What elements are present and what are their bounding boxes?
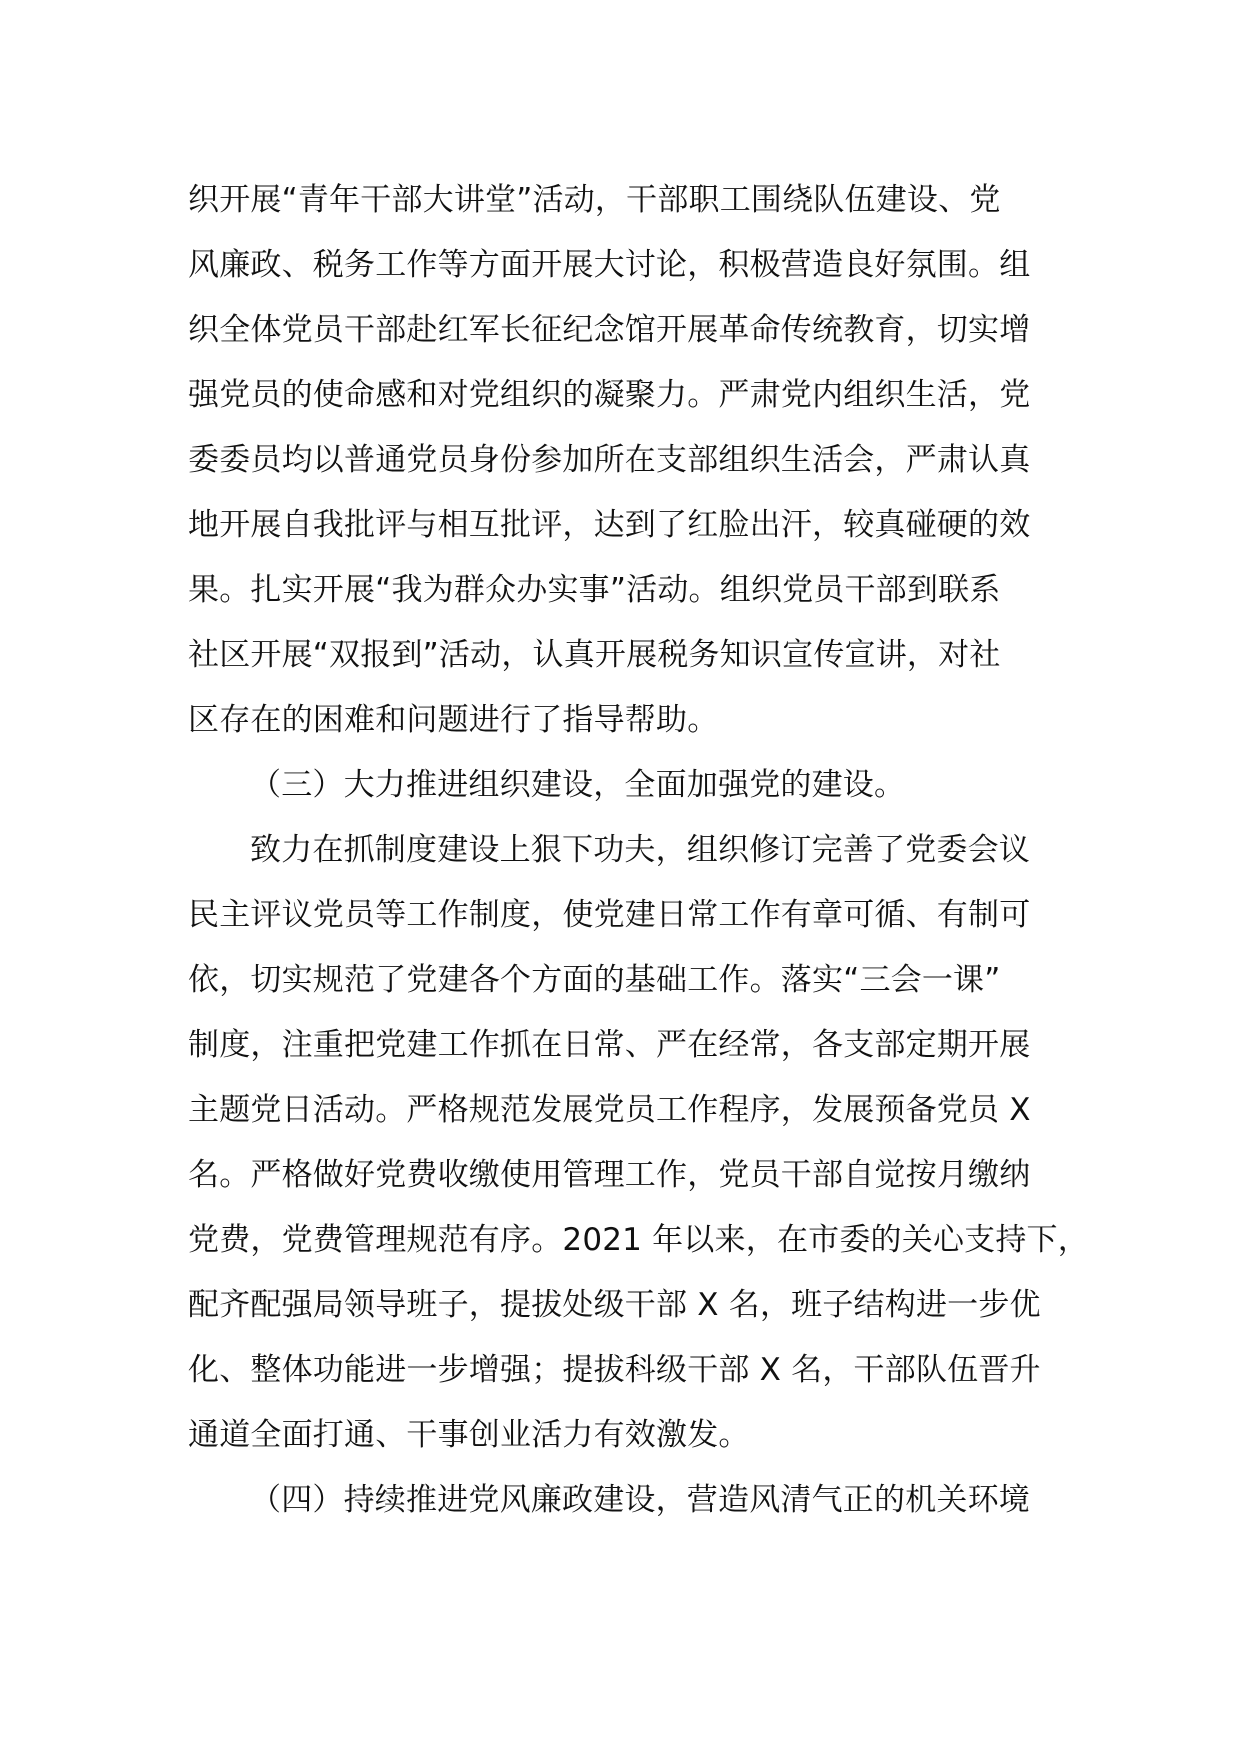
body-line: 依，切实规范了党建各个方面的基础工作。落实“三会一课”: [188, 962, 1001, 998]
paragraph-start: 致力在抓制度建设上狠下功夫，组织修订完善了党委会议: [250, 832, 1030, 868]
body-line: 织开展“青年干部大讲堂”活动，干部职工围绕队伍建设、党: [188, 182, 1001, 218]
body-line: 主题党日活动。严格规范发展党员工作程序，发展预备党员 X: [188, 1092, 1031, 1128]
body-line: 强党员的使命感和对党组织的凝聚力。严肃党内组织生活，党: [188, 377, 1031, 413]
section-heading-3: （三）大力推进组织建设，全面加强党的建设。: [250, 767, 906, 803]
body-line: 织全体党员干部赴红军长征纪念馆开展革命传统教育，切实增: [188, 312, 1031, 348]
section-heading-4: （四）持续推进党风廉政建设，营造风清气正的机关环境: [250, 1482, 1030, 1518]
body-line: 区存在的困难和问题进行了指导帮助。: [188, 702, 719, 738]
body-line: 委委员均以普通党员身份参加所在支部组织生活会，严肃认真: [188, 442, 1031, 478]
body-line: 果。扎实开展“我为群众办实事”活动。组织党员干部到联系: [188, 572, 1001, 608]
body-line: 配齐配强局领导班子，提拔处级干部 X 名，班子结构进一步优: [188, 1287, 1041, 1323]
body-line: 党费，党费管理规范有序。2021 年以来，在市委的关心支持下，: [188, 1222, 1089, 1258]
body-line: 风廉政、税务工作等方面开展大讨论，积极营造良好氛围。组: [188, 247, 1031, 283]
body-line: 制度，注重把党建工作抓在日常、严在经常，各支部定期开展: [188, 1027, 1031, 1063]
document-body: [188, 168, 1089, 1533]
body-line: 通道全面打通、干事创业活力有效激发。: [188, 1417, 750, 1453]
body-line: 地开展自我批评与相互批评，达到了红脸出汗，较真碰硬的效: [188, 507, 1031, 543]
body-line: 化、整体功能进一步增强；提拔科级干部 X 名，干部队伍晋升: [188, 1352, 1041, 1388]
body-line: 社区开展“双报到”活动，认真开展税务知识宣传宣讲，对社: [188, 637, 1001, 673]
body-line: 民主评议党员等工作制度，使党建日常工作有章可循、有制可: [188, 897, 1031, 933]
body-line: 名。严格做好党费收缴使用管理工作，党员干部自觉按月缴纳: [188, 1157, 1031, 1193]
